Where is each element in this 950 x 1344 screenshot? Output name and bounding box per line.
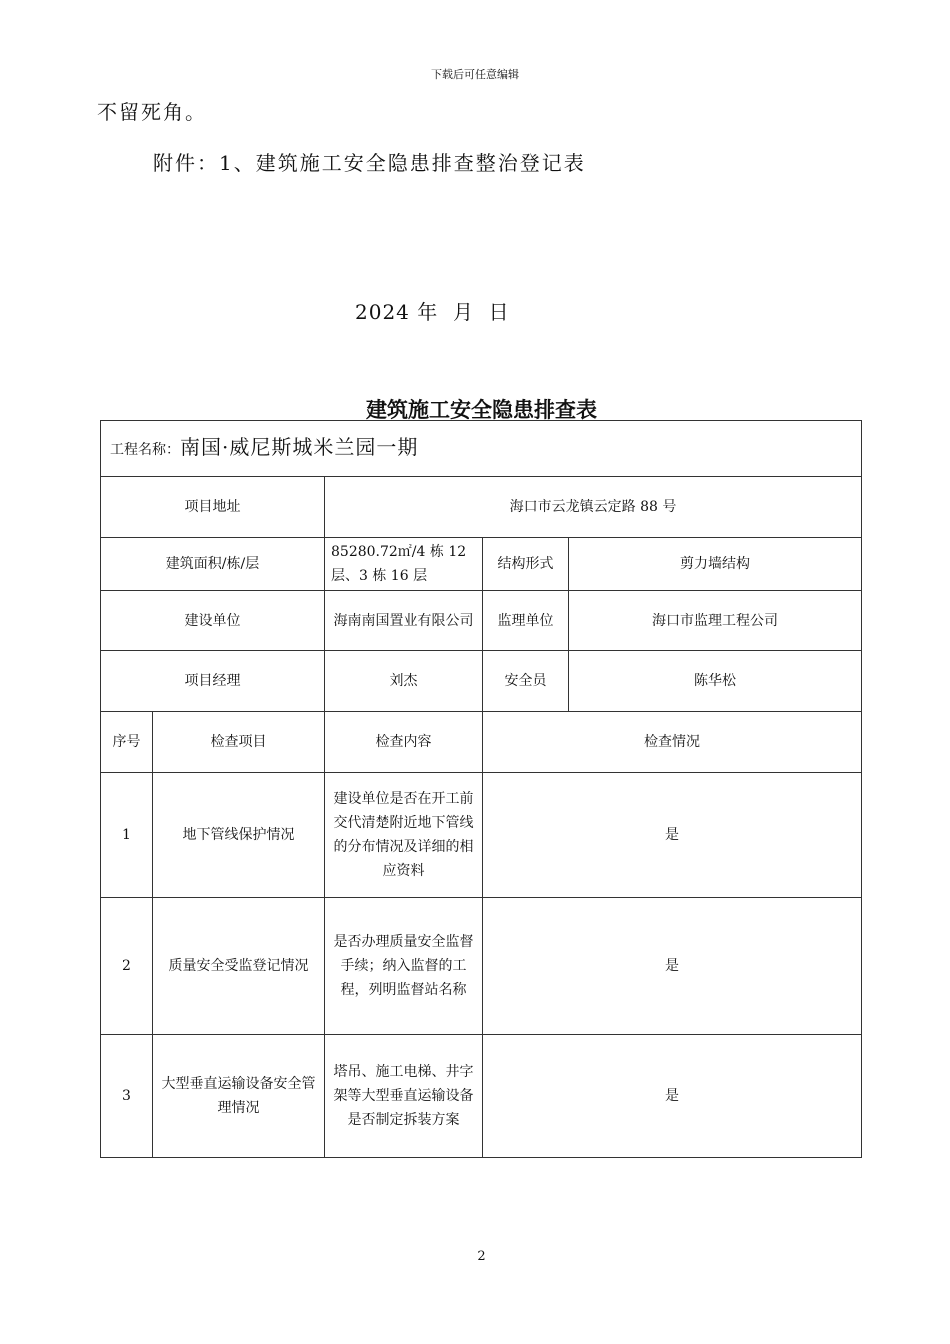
body-text-line: 不留死角。	[97, 100, 207, 124]
page-header: 下载后可任意编辑	[431, 68, 519, 81]
structure-value: 剪力墙结构	[569, 538, 862, 591]
address-value: 海口市云龙镇云定路 88 号	[325, 477, 862, 538]
builder-value: 海南南国置业有限公司	[325, 591, 483, 651]
column-header: 检查情况	[483, 712, 862, 773]
table-row	[101, 898, 862, 1035]
project-name-label: 工程名称：	[110, 442, 180, 458]
page-number: 2	[477, 1249, 486, 1264]
column-header-row	[101, 712, 862, 773]
area-value: 85280.72㎡/4 栋 12 层、3 栋 16 层	[325, 538, 483, 591]
row-number: 3	[101, 1035, 153, 1158]
builder-row	[101, 591, 862, 651]
check-content: 塔吊、施工电梯、井字架等大型垂直运输设备是否制定拆装方案	[325, 1035, 483, 1158]
check-content: 建设单位是否在开工前交代清楚附近地下管线的分布情况及详细的相应资料	[325, 773, 483, 898]
date-line: 2024 年 月 日	[355, 300, 510, 324]
safety-officer-label: 安全员	[483, 651, 569, 712]
supervisor-label: 监理单位	[483, 591, 569, 651]
project-name-row	[101, 421, 862, 477]
check-item: 质量安全受监登记情况	[153, 898, 325, 1035]
builder-label: 建设单位	[101, 591, 325, 651]
table-row	[101, 773, 862, 898]
manager-row	[101, 651, 862, 712]
column-header: 检查内容	[325, 712, 483, 773]
column-header: 检查项目	[153, 712, 325, 773]
project-name-cell	[101, 421, 862, 477]
column-header: 序号	[101, 712, 153, 773]
row-number: 1	[101, 773, 153, 898]
check-result: 是	[483, 773, 862, 898]
table-title: 建筑施工安全隐患排查表	[366, 398, 597, 422]
check-item: 大型垂直运输设备安全管理情况	[153, 1035, 325, 1158]
row-number: 2	[101, 898, 153, 1035]
area-label: 建筑面积/栋/层	[101, 538, 325, 591]
address-row	[101, 477, 862, 538]
structure-label: 结构形式	[483, 538, 569, 591]
area-row	[101, 538, 862, 591]
attachment-line: 附件：1、建筑施工安全隐患排查整治登记表	[153, 151, 586, 175]
check-item: 地下管线保护情况	[153, 773, 325, 898]
check-result: 是	[483, 1035, 862, 1158]
address-label: 项目地址	[101, 477, 325, 538]
table-row	[101, 1035, 862, 1158]
check-result: 是	[483, 898, 862, 1035]
check-content: 是否办理质量安全监督手续；纳入监督的工程，列明监督站名称	[325, 898, 483, 1035]
manager-label: 项目经理	[101, 651, 325, 712]
inspection-table	[100, 420, 862, 1158]
project-name-value: 南国·威尼斯城米兰园一期	[180, 435, 419, 459]
safety-officer-value: 陈华松	[569, 651, 862, 712]
manager-value: 刘杰	[325, 651, 483, 712]
supervisor-value: 海口市监理工程公司	[569, 591, 862, 651]
